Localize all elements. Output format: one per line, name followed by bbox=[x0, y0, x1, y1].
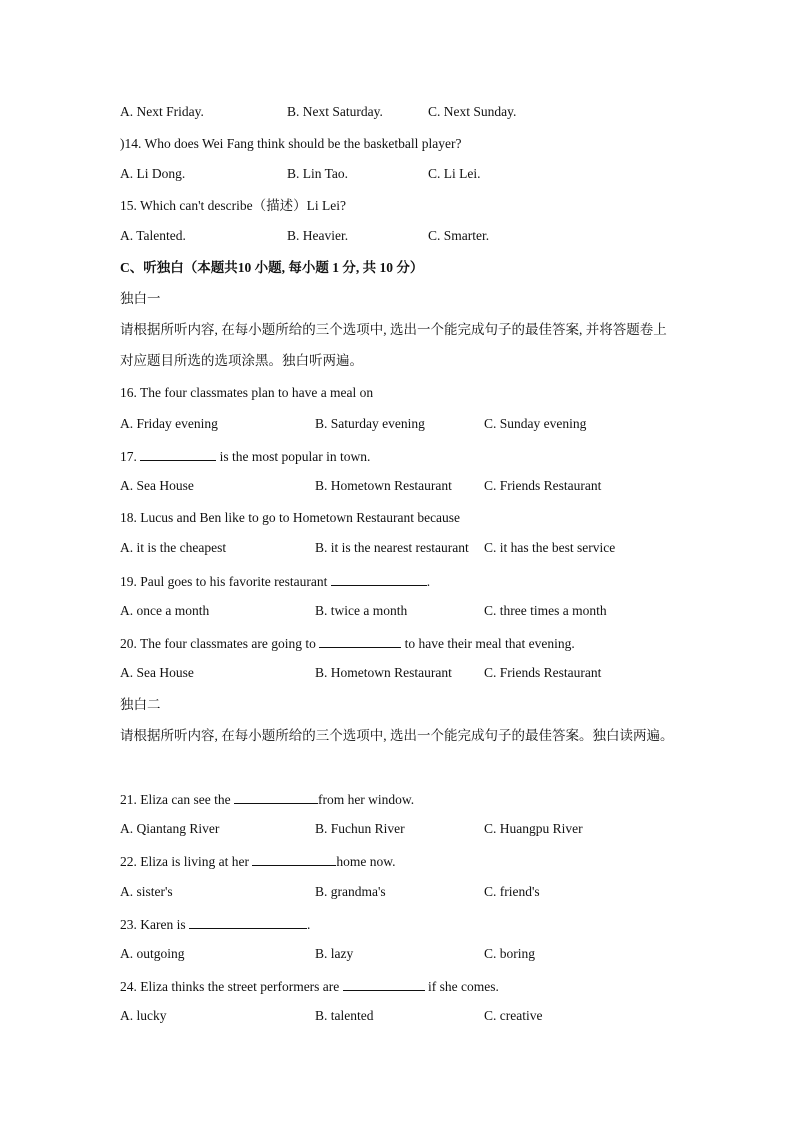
q21-option-b: B. Fuchun River bbox=[315, 821, 405, 836]
q22-option-b: B. grandma's bbox=[315, 884, 386, 899]
q14-stem: )14. Who does Wei Fang think should be the basketball player? bbox=[120, 136, 462, 151]
q18-option-b: B. it is the nearest restaurant bbox=[315, 540, 469, 555]
q13-option-a: A. Next Friday. bbox=[120, 104, 204, 119]
q19-period: . bbox=[426, 574, 431, 589]
q15-stem: 15. Which can't describe（描述）Li Lei? bbox=[120, 198, 346, 213]
q19-stem bbox=[120, 572, 430, 591]
q19-blank bbox=[331, 572, 427, 586]
q21-option-a: A. Qiantang River bbox=[120, 821, 220, 836]
q21-rest: from her window. bbox=[317, 792, 415, 807]
monologue-2-title: 独白二 bbox=[120, 697, 161, 712]
q24-option-a: A. lucky bbox=[120, 1008, 167, 1023]
q21-blank bbox=[234, 790, 318, 804]
q16-option-b: B. Saturday evening bbox=[315, 416, 425, 431]
q23-option-a: A. outgoing bbox=[120, 946, 185, 961]
q15-option-c: C. Smarter. bbox=[428, 228, 490, 243]
q17-option-a: A. Sea House bbox=[120, 478, 194, 493]
q18-option-a: A. it is the cheapest bbox=[120, 540, 227, 555]
q20-option-a: A. Sea House bbox=[120, 665, 194, 680]
q17-rest: is the most popular in town. bbox=[219, 449, 371, 464]
q17-stem bbox=[120, 447, 370, 466]
q16-option-c: C. Sunday evening bbox=[484, 416, 587, 431]
q24-blank bbox=[343, 977, 425, 991]
q22-option-c: C. friend's bbox=[484, 884, 540, 899]
q22-rest: home now. bbox=[336, 854, 396, 869]
q17-blank bbox=[140, 447, 216, 461]
q15-option-a: A. Talented. bbox=[120, 228, 186, 243]
q13-option-b: B. Next Saturday. bbox=[287, 104, 383, 119]
q24-text: 24. Eliza thinks the street performers are bbox=[120, 979, 340, 994]
q19-option-b: B. twice a month bbox=[315, 603, 408, 618]
q24-rest: if she comes. bbox=[428, 979, 499, 994]
q18-option-c: C. it has the best service bbox=[484, 540, 616, 555]
q19-option-a: A. once a month bbox=[120, 603, 210, 618]
monologue-1-instruction: 请根据所听内容, 在每小题所给的三个选项中, 选出一个能完成句子的最佳答案, 并将答题卷上对应题目所选的选项涂黑。独白听两遍。 bbox=[120, 322, 667, 368]
monologue-1-title: 独白一 bbox=[120, 291, 161, 306]
q20-blank bbox=[319, 634, 401, 648]
section-c-title: C、听独白（本题共10 小题, 每小题 1 分, 共 10 分） bbox=[120, 260, 424, 275]
q18-stem: 18. Lucus and Ben like to go to Hometown Restaurant because bbox=[120, 510, 461, 525]
q23-blank bbox=[189, 915, 307, 929]
q21-option-c: C. Huangpu River bbox=[484, 821, 583, 836]
q21-stem bbox=[120, 790, 414, 809]
q20-option-c: C. Friends Restaurant bbox=[484, 665, 602, 680]
q20-option-b: B. Hometown Restaurant bbox=[315, 665, 452, 680]
q19-text: 19. Paul goes to his favorite restaurant bbox=[120, 574, 328, 589]
q24-option-c: C. creative bbox=[484, 1008, 543, 1023]
q14-option-c: C. Li Lei. bbox=[428, 166, 481, 181]
q23-period: . bbox=[306, 917, 311, 932]
q17-option-b: B. Hometown Restaurant bbox=[315, 478, 452, 493]
q22-stem bbox=[120, 852, 395, 871]
q21-text: 21. Eliza can see the bbox=[120, 792, 231, 807]
q16-stem: 16. The four classmates plan to have a meal on bbox=[120, 385, 374, 400]
q23-text: 23. Karen is bbox=[120, 917, 186, 932]
q17-option-c: C. Friends Restaurant bbox=[484, 478, 602, 493]
q20-stem bbox=[120, 634, 575, 653]
q23-stem bbox=[120, 915, 310, 934]
q14-option-a: A. Li Dong. bbox=[120, 166, 186, 181]
q23-option-c: C. boring bbox=[484, 946, 536, 961]
q24-stem bbox=[120, 977, 499, 996]
q23-option-b: B. lazy bbox=[315, 946, 354, 961]
q13-option-c: C. Next Sunday. bbox=[428, 104, 517, 119]
monologue-2-instruction: 请根据所听内容, 在每小题所给的三个选项中, 选出一个能完成句子的最佳答案。独白读两遍。 bbox=[120, 728, 674, 743]
q22-option-a: A. sister's bbox=[120, 884, 173, 899]
q22-blank bbox=[252, 852, 336, 866]
q20-text: 20. The four classmates are going to bbox=[120, 636, 316, 651]
q17-number: 17. bbox=[120, 449, 137, 464]
q22-text: 22. Eliza is living at her bbox=[120, 854, 249, 869]
q14-option-b: B. Lin Tao. bbox=[287, 166, 349, 181]
q15-option-b: B. Heavier. bbox=[287, 228, 349, 243]
q19-option-c: C. three times a month bbox=[484, 603, 607, 618]
q24-option-b: B. talented bbox=[315, 1008, 374, 1023]
q16-option-a: A. Friday evening bbox=[120, 416, 218, 431]
q20-rest: to have their meal that evening. bbox=[404, 636, 575, 651]
